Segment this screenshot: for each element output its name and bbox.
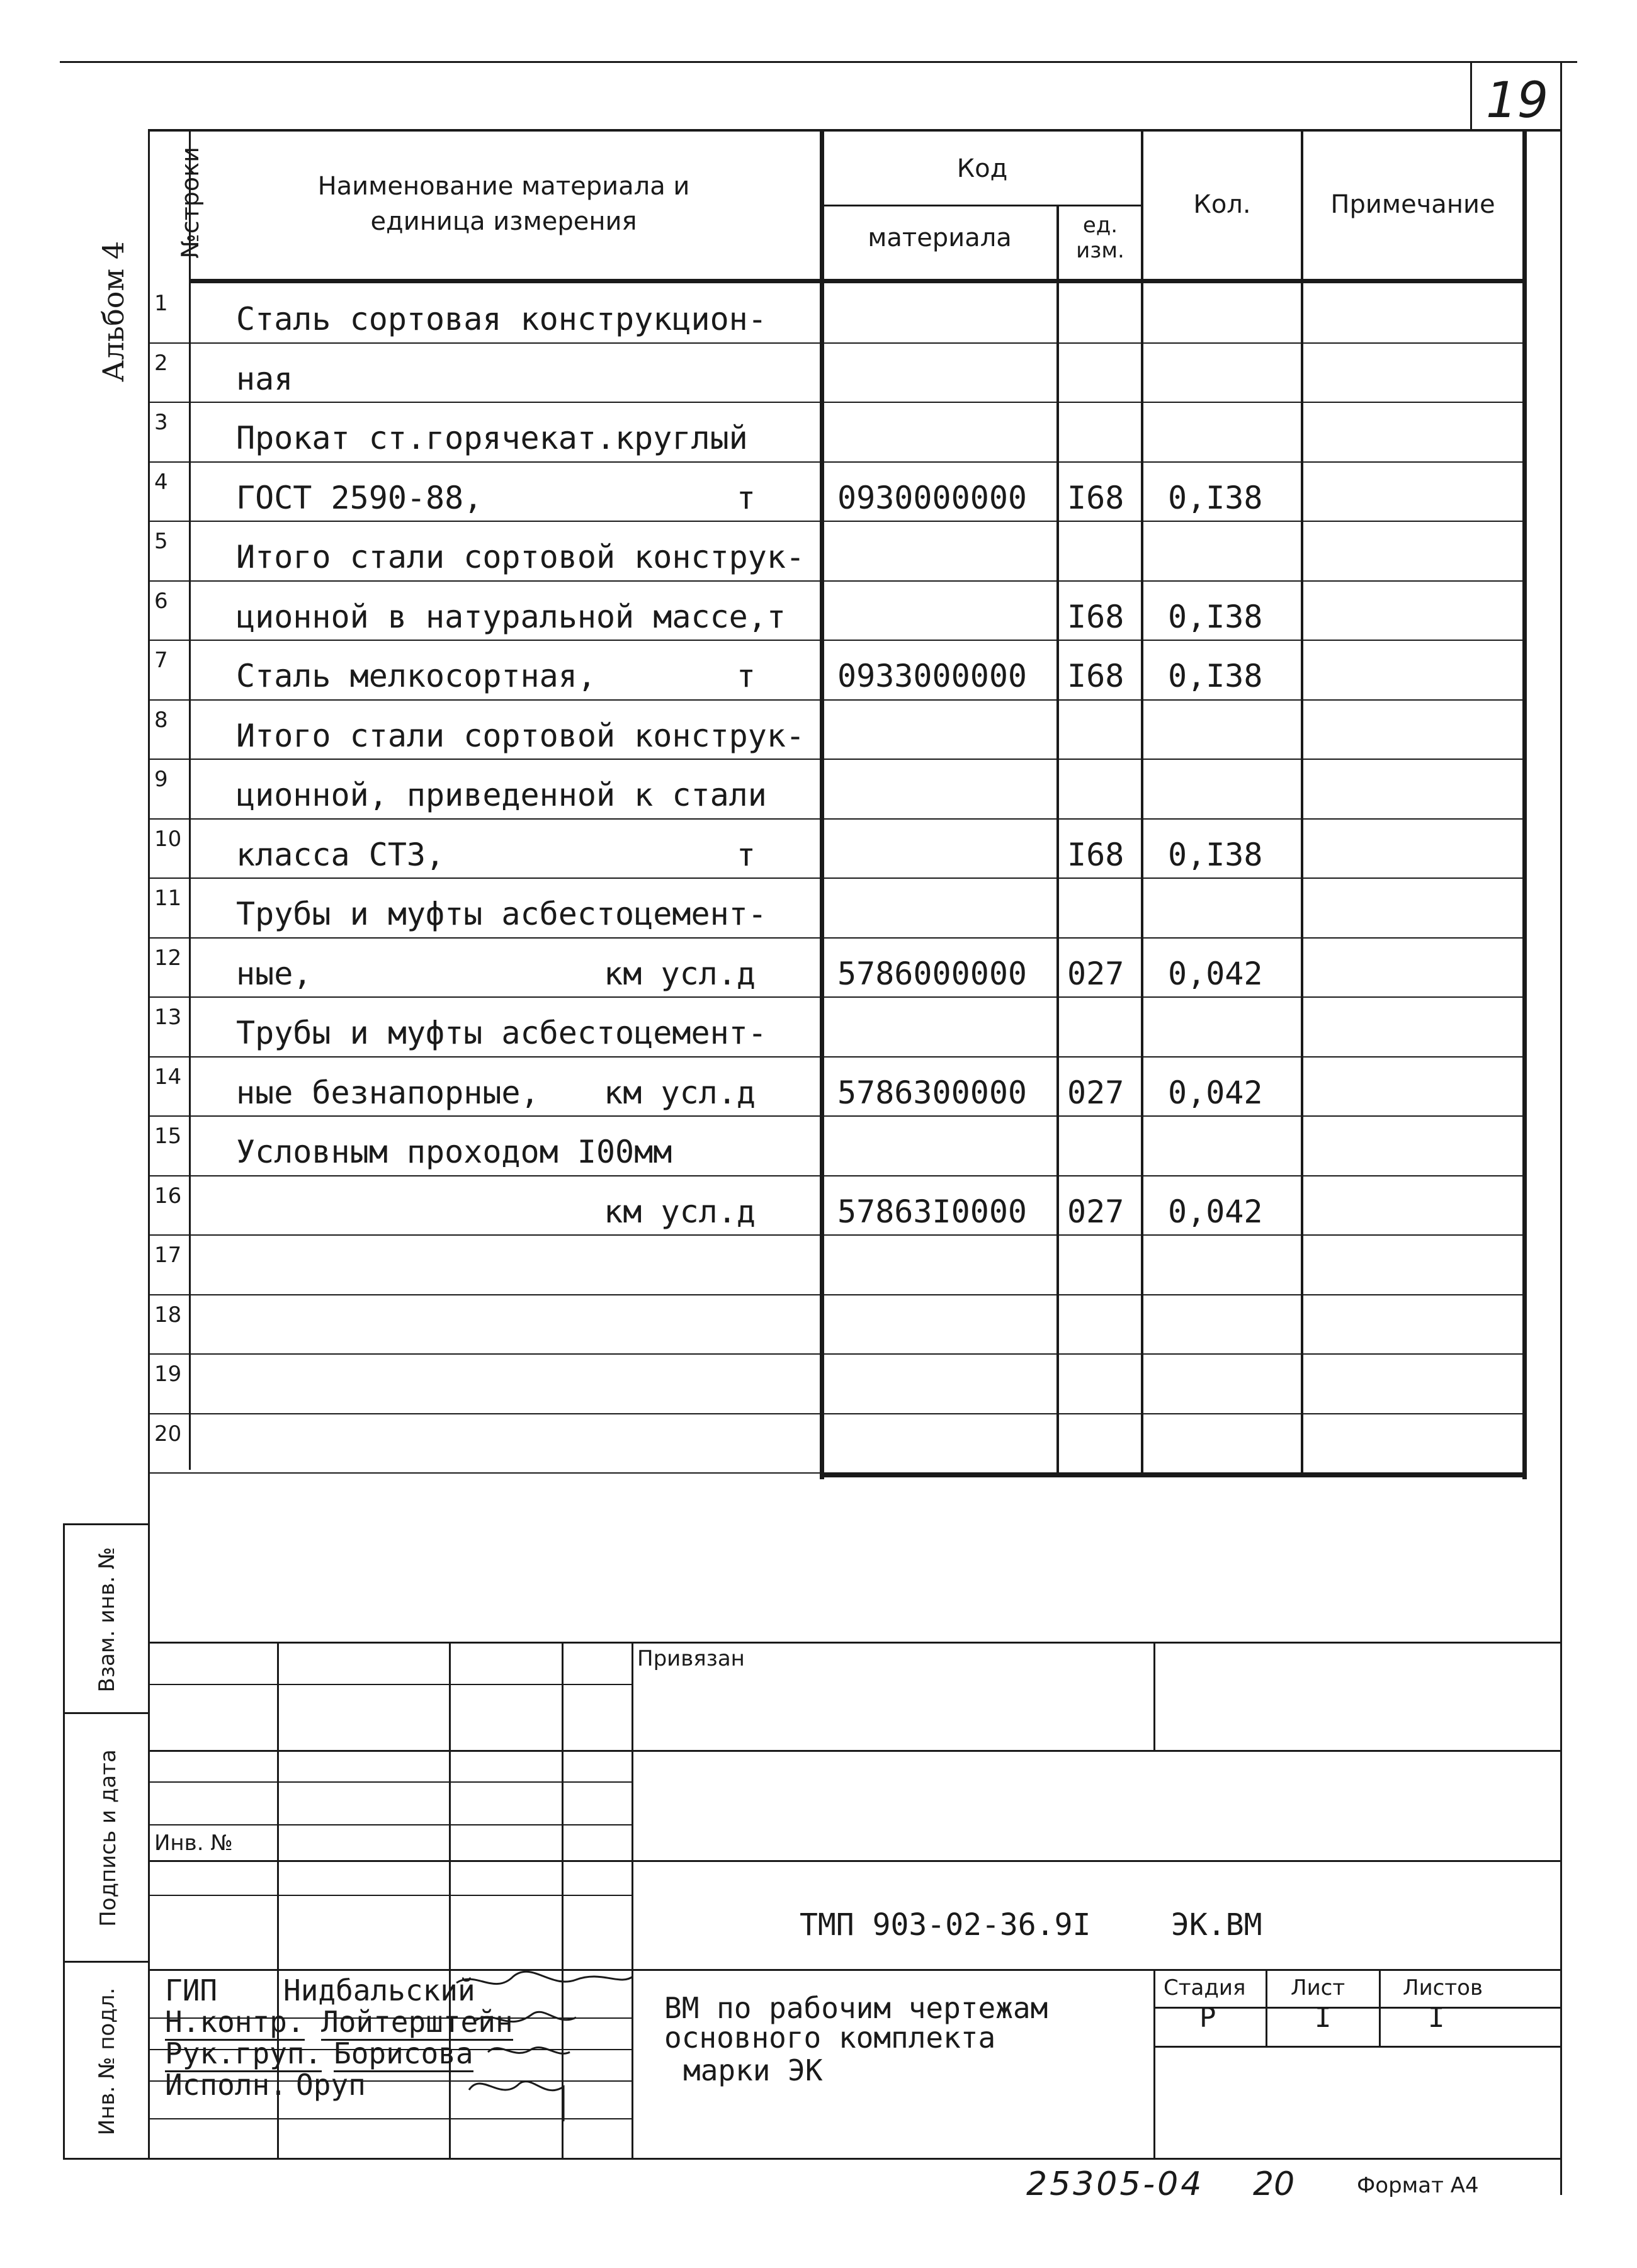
col-rownum-right <box>189 129 191 1470</box>
stamp-person-name: Оруп <box>296 2068 366 2102</box>
code-subheader-rule <box>822 205 1143 206</box>
row-name-unit: т <box>736 658 756 694</box>
stamp-h4 <box>150 1781 632 1783</box>
row-number: 7 <box>154 648 168 673</box>
stamp-sheets-label: Листов <box>1403 1975 1483 2000</box>
rownum-rule <box>150 996 190 998</box>
header-note: Примечание <box>1330 190 1495 219</box>
row-rule <box>189 1472 1524 1474</box>
row-rule <box>189 461 1524 463</box>
stamp-h7 <box>150 1895 632 1896</box>
row-qty: 0,I38 <box>1168 837 1263 873</box>
row-qty: 0,I38 <box>1168 480 1263 516</box>
rownum-rule <box>150 402 190 403</box>
row-unit: 027 <box>1067 1193 1124 1230</box>
stamp-v8 <box>1379 1969 1381 2046</box>
row-name: Сталь сортовая конструкцион- <box>236 301 767 337</box>
stamp-title-line1: ВМ по рабочим чертежам <box>664 1991 1048 2025</box>
row-unit: I68 <box>1067 837 1124 873</box>
stamp-inv-no: Инв. № <box>154 1831 233 1856</box>
row-code: 5786300000 <box>837 1075 1028 1111</box>
row-name: Итого стали сортовой конструк- <box>236 539 805 575</box>
row-number: 13 <box>154 1005 182 1030</box>
footer-archive-no: 25305-04 <box>1026 2165 1204 2203</box>
row-rule <box>189 1056 1524 1058</box>
row-rule <box>189 818 1524 820</box>
stamp-stage-label: Стадия <box>1164 1975 1246 2000</box>
album-label: Альбом 4 <box>96 240 130 382</box>
row-number: 17 <box>154 1243 182 1268</box>
row-number: 11 <box>154 886 182 911</box>
rownum-rule <box>150 580 190 582</box>
stamp-sheet-value: I <box>1315 2002 1332 2034</box>
header-code-unit-2: изм. <box>1076 238 1124 263</box>
row-number: 19 <box>154 1362 182 1387</box>
side-box-right <box>148 1523 150 2159</box>
header-code-material: материала <box>868 223 1012 252</box>
col-qty-right <box>1301 129 1303 1476</box>
row-name: Прокат ст.горячекат.круглый <box>236 420 748 456</box>
stamp-doc-code: ТМП 903-02-36.9I <box>800 1907 1091 1943</box>
row-name: ционной, приведенной к стали <box>236 777 767 813</box>
stamp-person-name: Нидбальский <box>283 1973 475 2007</box>
rownum-rule <box>150 699 190 701</box>
stamp-v7 <box>1266 1969 1267 2046</box>
stamp-person-name: Лойтерштейн <box>321 2005 513 2041</box>
row-unit: 027 <box>1067 1075 1124 1111</box>
side-box-left <box>63 1523 65 2159</box>
stamp-sheets-value: I <box>1428 2002 1445 2034</box>
stamp-h1 <box>150 1642 1560 1644</box>
row-unit: I68 <box>1067 658 1124 694</box>
row-number: 1 <box>154 291 168 316</box>
row-number: 20 <box>154 1421 182 1447</box>
col-note-right <box>1522 129 1527 1479</box>
rownum-rule <box>150 1472 190 1474</box>
row-qty: 0,I38 <box>1168 599 1263 635</box>
stamp-person-name: Борисова <box>334 2036 473 2072</box>
header-bottom-rule <box>189 279 1527 283</box>
row-rule <box>189 1353 1524 1355</box>
rownum-rule <box>150 342 190 344</box>
row-rule <box>189 1294 1524 1295</box>
rownum-rule <box>150 1413 190 1414</box>
rownum-rule <box>150 640 190 641</box>
side-label-podpis: Подпись и дата <box>96 1749 121 1927</box>
rownum-rule <box>150 521 190 522</box>
header-qty: Кол. <box>1193 190 1251 219</box>
row-number: 5 <box>154 529 168 554</box>
row-unit: I68 <box>1067 599 1124 635</box>
rownum-rule <box>150 818 190 820</box>
row-number: 6 <box>154 589 168 614</box>
rownum-rule <box>150 461 190 463</box>
stamp-stage-value: Р <box>1199 2002 1216 2034</box>
stamp-h6 <box>150 1860 1560 1862</box>
row-name: ные, <box>236 956 312 992</box>
row-qty: 0,042 <box>1168 1193 1263 1230</box>
row-rule <box>189 402 1524 403</box>
header-code-unit-1: ед. <box>1082 213 1118 238</box>
row-name: ГОСТ 2590-88, <box>236 480 483 516</box>
row-rule <box>189 1175 1524 1176</box>
row-name-unit: км усл.д <box>604 1193 756 1230</box>
stamp-title-line3: марки ЭК <box>683 2053 823 2087</box>
stamp-person-role: ГИП <box>165 1973 218 2007</box>
row-code: 0930000000 <box>837 480 1028 516</box>
header-name: Наименование материала и единица измерения <box>317 172 690 236</box>
stamp-h14 <box>1153 2046 1560 2048</box>
stamp-v5 <box>1153 1642 1155 1750</box>
stamp-h5 <box>150 1824 632 1825</box>
row-name-unit: км усл.д <box>604 956 756 992</box>
stamp-person-role: Исполн. <box>165 2068 287 2102</box>
row-number: 2 <box>154 351 168 376</box>
row-rule <box>189 1234 1524 1236</box>
row-number: 3 <box>154 410 168 435</box>
row-number: 16 <box>154 1183 182 1209</box>
row-code: 5786000000 <box>837 956 1028 992</box>
row-name-unit: км усл.д <box>604 1075 756 1111</box>
rownum-rule <box>150 1056 190 1058</box>
row-number: 8 <box>154 708 168 733</box>
row-rule <box>189 877 1524 879</box>
page-number-box-left <box>1470 63 1472 131</box>
row-qty: 0,042 <box>1168 1075 1263 1111</box>
col-code-right <box>1056 205 1059 1476</box>
stamp-h3 <box>150 1750 1560 1752</box>
row-rule <box>189 640 1524 641</box>
row-number: 9 <box>154 767 168 792</box>
row-name: класса СТ3, <box>236 837 445 873</box>
row-number: 15 <box>154 1124 182 1149</box>
side-box-bottom <box>63 2158 1561 2160</box>
row-name: Сталь мелкосортная, <box>236 658 596 694</box>
row-rule <box>189 521 1524 522</box>
stamp-person-role: Н.контр. <box>165 2005 305 2041</box>
row-name: Трубы и муфты асбестоцемент- <box>236 1015 767 1051</box>
frame-right <box>1560 61 1562 2195</box>
rownum-rule <box>150 1353 190 1355</box>
row-number: 12 <box>154 945 182 971</box>
footer-format: Формат А4 <box>1357 2173 1479 2198</box>
top-rule <box>60 61 1577 63</box>
col-name-right <box>820 129 824 1479</box>
page-number: 19 <box>1486 72 1549 129</box>
header-code: Код <box>956 154 1008 183</box>
row-qty: 0,042 <box>1168 956 1263 992</box>
stamp-privyazan: Привязан <box>637 1646 745 1671</box>
row-unit: I68 <box>1067 480 1124 516</box>
rownum-rule <box>150 877 190 879</box>
row-name: ная <box>236 361 293 397</box>
rownum-rule <box>150 759 190 760</box>
row-number: 4 <box>154 470 168 495</box>
row-rule <box>189 699 1524 701</box>
stamp-v6 <box>1153 1969 1155 2158</box>
stamp-h8 <box>150 1969 1560 1971</box>
row-rule <box>189 996 1524 998</box>
rownum-rule <box>150 1294 190 1295</box>
header-row-no: №строки <box>176 147 204 259</box>
signature-marks <box>450 1958 639 2147</box>
table-bottom-rule <box>820 1473 1527 1477</box>
row-number: 10 <box>154 827 182 852</box>
footer-archive-page: 20 <box>1253 2165 1295 2203</box>
rownum-rule <box>150 1234 190 1236</box>
row-rule <box>189 1115 1524 1117</box>
row-code: 57863I0000 <box>837 1193 1028 1230</box>
stamp-h2 <box>150 1684 632 1685</box>
row-number: 14 <box>154 1064 182 1090</box>
stamp-person-role: Рук.груп. <box>165 2036 322 2072</box>
row-rule <box>189 759 1524 760</box>
row-code: 0933000000 <box>837 658 1028 694</box>
rownum-rule <box>150 937 190 939</box>
row-rule <box>189 1413 1524 1414</box>
row-rule <box>189 342 1524 344</box>
stamp-doc-mark: ЭК.ВМ <box>1171 1907 1262 1943</box>
row-name-unit: т <box>736 480 756 516</box>
row-name-unit: т <box>736 837 756 873</box>
row-number: 18 <box>154 1302 182 1328</box>
rownum-rule <box>150 1175 190 1176</box>
frame-top <box>148 129 1561 132</box>
rownum-rule <box>150 1115 190 1117</box>
side-box-div-2 <box>63 1961 150 1963</box>
row-name: Трубы и муфты асбестоцемент- <box>236 896 767 932</box>
side-label-inv-podl: Инв. № подл. <box>94 1987 120 2136</box>
row-rule <box>189 580 1524 582</box>
row-name: Условным проходом I00мм <box>236 1134 672 1170</box>
row-name: ные безнапорные, <box>236 1075 540 1111</box>
side-label-vzam: Взам. инв. № <box>94 1547 120 1693</box>
stamp-sheet-label: Лист <box>1291 1975 1345 2000</box>
row-unit: 027 <box>1067 956 1124 992</box>
row-name: ционной в натуральной массе,т <box>236 599 786 635</box>
row-qty: 0,I38 <box>1168 658 1263 694</box>
stamp-title-line2: основного комплекта <box>664 2021 996 2055</box>
row-rule <box>189 937 1524 939</box>
col-unit-right <box>1141 129 1143 1476</box>
row-name: Итого стали сортовой конструк- <box>236 718 805 754</box>
